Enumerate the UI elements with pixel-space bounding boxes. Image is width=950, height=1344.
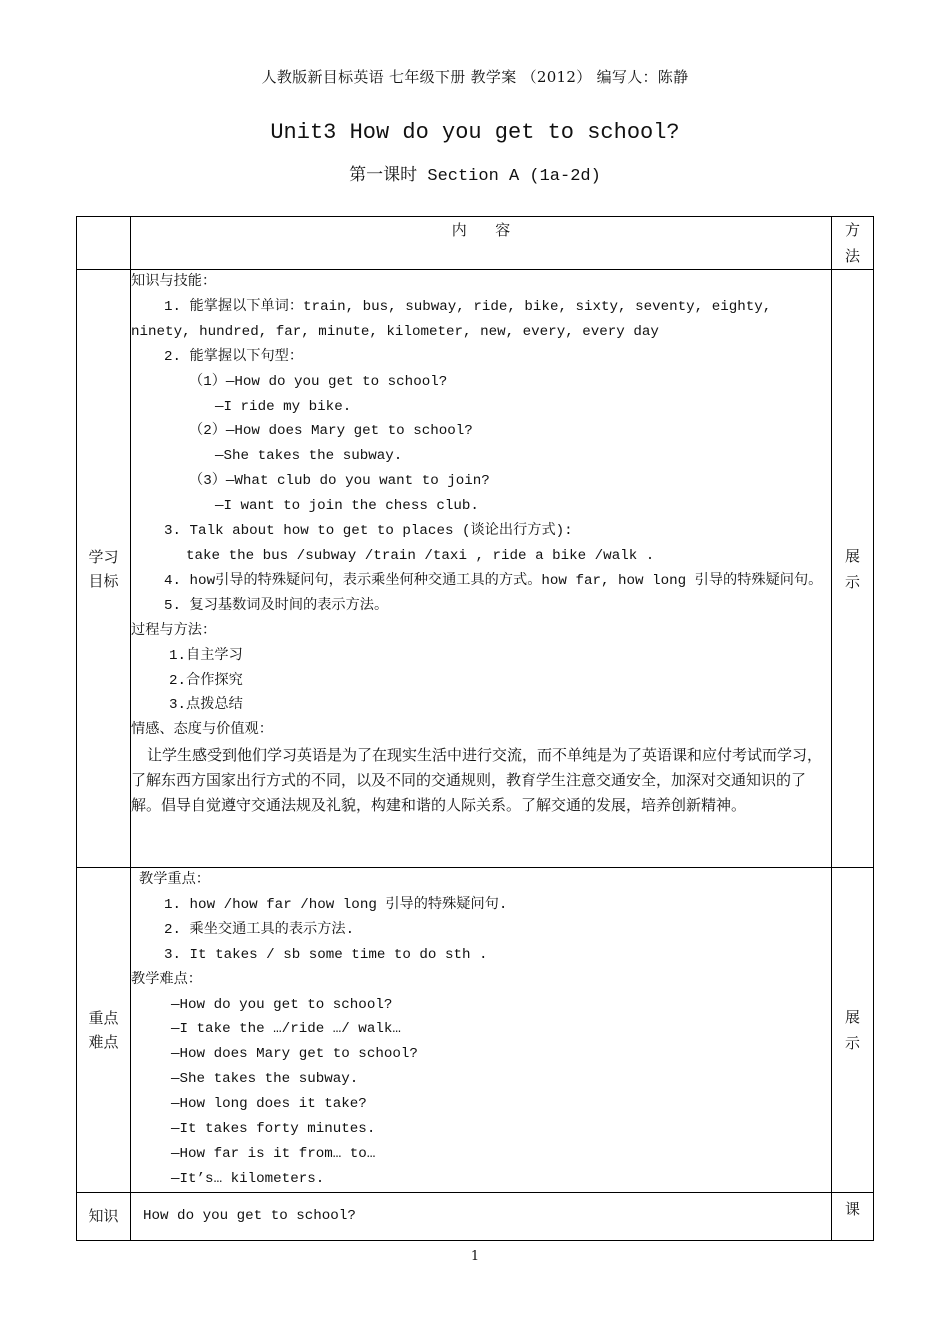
objective-line: （1）—How do you get to school? (189, 373, 448, 390)
key-point-line: —She takes the subway. (171, 1071, 359, 1088)
objective-line: —I want to join the chess club. (215, 498, 479, 515)
key-points-label: 重点 难点 (77, 868, 131, 1193)
objective-paragraph: 让学生感受到他们学习英语是为了在现实生活中进行交流，而不单纯是为了英语课和应付考试而学习，了解东西方国家出行方式的不同，以及不同的交通规则，教育学生注意交通安全，加深对交通知识的了解。倡导自觉遵守交通法规及礼貌，构建和谐的人际关系。了解交通的发展，培养创新精神。 (131, 746, 823, 815)
objective-line: 情感、态度与价值观： (131, 722, 273, 739)
key-point-line: —How long does it take? (171, 1096, 367, 1113)
objective-line: ninety, hundred, far, minute, kilometer, new, every, every day (131, 323, 659, 340)
key-point-line: —How far is it from… to… (171, 1145, 376, 1162)
objectives-label: 学习 目标 (77, 270, 131, 868)
page-title: Unit3 How do you get to school? (270, 120, 680, 145)
objective-line: take the bus /subway /train /taxi , ride a bike /walk . (186, 547, 655, 564)
objective-line: 2. 能掌握以下句型： (164, 348, 304, 365)
knowledge-line: How do you get to school? (143, 1207, 356, 1224)
knowledge-content (131, 1192, 832, 1240)
objective-line: （3）—What club do you want to join? (189, 473, 490, 490)
objective-line: 1.自主学习 (169, 647, 243, 664)
key-point-line: —It takes forty minutes. (171, 1121, 376, 1138)
page-subtitle: 第一课时 Section A (1a-2d) (349, 167, 601, 186)
key-points-method: 展 示 (832, 868, 874, 1193)
objectives-row (77, 270, 874, 868)
key-point-line: —It’s… kilometers. (171, 1170, 325, 1187)
key-point-line: 教学难点： (131, 971, 202, 988)
document-header: 人教版新目标英语 七年级下册 教学案 （2012） 编写人：陈静 (261, 68, 689, 86)
page-number: 1 (470, 1249, 480, 1264)
objective-line: 5. 复习基数词及时间的表示方法。 (164, 597, 389, 614)
key-point-line: —I take the …/ride …/ walk… (171, 1021, 401, 1038)
objective-line: 知识与技能： (131, 274, 217, 290)
key-point-line: 3. It takes / sb some time to do sth . (164, 946, 488, 963)
key-point-line: —How does Mary get to school? (171, 1046, 418, 1063)
key-point-line: 2. 乘坐交通工具的表示方法. (164, 921, 355, 938)
key-points-row (77, 868, 874, 1193)
key-points-content (131, 868, 832, 1193)
objective-line: —She takes the subway. (215, 448, 403, 465)
key-point-line: —How do you get to school? (171, 996, 393, 1013)
objective-line: 过程与方法： (131, 622, 217, 639)
knowledge-row (77, 1192, 874, 1240)
knowledge-method: 课 (832, 1192, 874, 1240)
knowledge-label: 知识 (77, 1192, 131, 1240)
objective-line: —I ride my bike. (215, 398, 352, 415)
objective-line: （2）—How does Mary get to school? (189, 423, 473, 440)
objective-line: 3. Talk about how to get to places (谈论出行方式): (164, 523, 573, 540)
key-point-line: 1. how /how far /how long 引导的特殊疑问句. (164, 896, 508, 913)
objective-line: 2.合作探究 (169, 672, 243, 689)
objective-line: 3.点拨总结 (169, 697, 243, 714)
lesson-plan-table (76, 216, 874, 1241)
objectives-method: 展 示 (832, 270, 874, 868)
table-header-row (77, 217, 874, 270)
header-method-cell: 方 法 (832, 217, 874, 270)
header-empty-cell (77, 217, 131, 270)
header-content-cell: 内 容 (131, 217, 832, 270)
key-point-line: 教学重点： (139, 872, 210, 888)
objective-line: 4. how引导的特殊疑问句，表示乘坐何种交通工具的方式。how far, how long 引导的特殊疑问句。 (164, 572, 823, 589)
objectives-content (131, 270, 832, 868)
objective-line: 1. 能掌握以下单词：train, bus, subway, ride, bike, sixty, seventy, eighty, (164, 298, 772, 315)
